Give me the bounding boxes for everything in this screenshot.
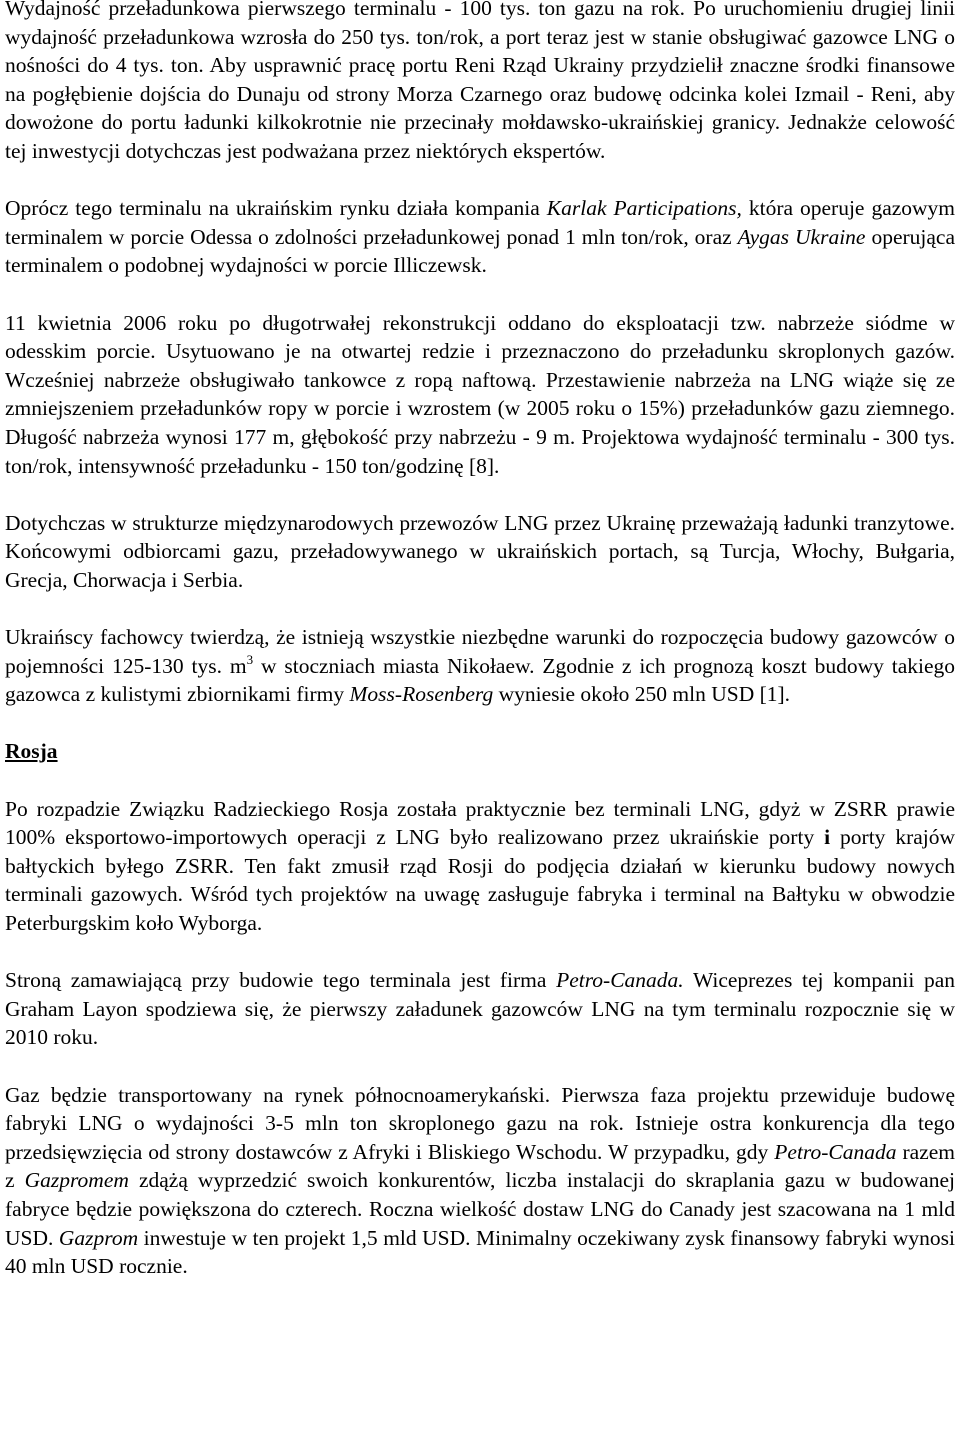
section-heading-rosja: Rosja [5, 739, 58, 764]
company-name: Aygas Ukraine [737, 224, 866, 249]
text-run: zdążą wyprzedzić swoich konkurentów, liczba instalacji do skraplania gazu w budowanej fabryce będzie powiększona do czterech. Roczna wielkość dostaw LNG do Canady jest szacowana na 1 mld USD. [5, 1168, 955, 1250]
text-run: Stroną zamawiającą przy budowie tego terminala jest firma [5, 968, 547, 993]
paragraph-petro-canada [5, 966, 955, 1052]
text-run: Ukraińscy fachowcy twierdzą, że istnieją wszystkie niezbędne warunki do rozpoczęcia budowy gazowców o pojemności 125-130 tys. m [5, 625, 955, 678]
paragraph-shipbuilding [5, 623, 955, 709]
paragraph-north-america-market [5, 1081, 955, 1281]
paragraph-russia-terminals [5, 795, 955, 938]
paragraph-reni-port: Wydajność przeładunkowa pierwszego terminalu - 100 tys. ton gazu na rok. Po uruchomieniu drugiej linii wydajność przeładunkowa wzrosła do 250 tys. ton/rok, a port teraz jest w stanie obsługiwać gazowce LNG o nośności do 4 tys. ton. Aby usprawnić pracę portu Reni Rząd Ukrainy przydzielił znaczne środki finansowe na pogłębienie dojścia do Dunaju od strony Morza Czarnego oraz budowę odcinka kolei Izmail - Reni, aby dowożone do portu ładunki kilkokrotnie nie przecinały mołdawsko-ukraińskiej granicy. Jednakże celowość tej inwestycji dotychczas jest podważana przez niektórych ekspertów. [5, 0, 955, 163]
text-run: inwestuje w ten projekt 1,5 mld USD. Minimalny oczekiwany zysk finansowy fabryki wynosi 40 mln USD rocznie. [5, 1225, 955, 1279]
paragraph-odessa-terminals [5, 194, 955, 280]
text-run: Wiceprezes tej kompanii pan Graham Layon spodziewa się, że pierwszy załadunek gazowców LNG na tym terminalu rozpocznie się w 2010 roku. [5, 968, 955, 1050]
text-run: w stoczniach miasta Nikołaew. Zgodnie z ich prognozą koszt budowy takiego gazowca z kulistymi zbiornikami firmy [5, 653, 956, 707]
paragraph-transit-cargo: Dotychczas w strukturze międzynarodowych przewozów LNG przez Ukrainę przeważają ładunki tranzytowe. Końcowymi odbiorcami gazu, przeładowywanego w ukraińskich portach, są Turcja, Włochy, Bułgaria, Grecja, Chorwacja i Serbia. [5, 510, 955, 592]
company-name: Petro-Canada [774, 1139, 897, 1164]
text-run: Gaz będzie transportowany na rynek północnoamerykański. Pierwsza faza projektu przewiduje budowę fabryki LNG o wydajności 3-5 mln ton skroplonego gazu na rok. Istnieje ostra konkurencja dla tego przedsięwzięcia od strony dostawców z Afryki i Bliskiego Wschodu. W przypadku, gdy [5, 1082, 955, 1164]
text-run: Oprócz tego terminalu na ukraińskim rynku działa kompania [5, 196, 540, 221]
text-run: porty krajów bałtyckich byłego ZSRR. Ten fakt zmusił rząd Rosji do podjęcia działań w kierunku budowy nowych terminali gazowych. Wśród tych projektów na uwagę zasługuje fabryka i terminal na Bałtyku w obwodzie Peterburgskim koło Wyborga. [5, 825, 956, 935]
paragraph-quay-seven: 11 kwietnia 2006 roku po długotrwałej rekonstrukcji oddano do eksploatacji tzw. nabrzeże siódme w odesskim porcie. Usytuowano je na otwartej redzie i przeznaczono do przeładunku skroplonych gazów. Wcześniej nabrzeże obsługiwało tankowce z ropą naftową. Przestawienie nabrzeża na LNG wiąże się ze zmniejszeniem przeładunków ropy w porcie i wzrostem (w 2005 roku o 15%) przeładunków gazu ziemnego. Długość nabrzeża wynosi 177 m, głębokość przy nabrzeżu - 9 m. Projektowa wydajność terminalu - 300 tys. ton/rok, intensywność przeładunku - 150 ton/godzinę [8]. [5, 310, 955, 478]
bold-text: i [824, 825, 831, 850]
text-run: operująca terminalem o podobnej wydajności w porcie Illiczewsk. [5, 224, 956, 278]
text-run: Po rozpadzie Związku Radzieckiego Rosja została praktycznie bez terminali LNG, gdyż w ZSRR prawie 100% eksportowo-importowych operacji z LNG było realizowano przez ukraińskie porty [5, 796, 955, 850]
text-run: wyniesie około 250 mln USD [1]. [498, 682, 791, 707]
company-name: Moss-Rosenberg [349, 682, 494, 707]
document-page [5, 0, 955, 1281]
company-name: Gazprom [58, 1225, 139, 1250]
company-name: Petro-Canada. [556, 968, 684, 993]
company-name: Karlak Participations, [546, 196, 742, 221]
text-run: która operuje gazowym terminalem w porcie Odessa o zdolności przeładunkowej ponad 1 mln ton/rok, oraz [5, 196, 956, 249]
company-name: Gazpromem [24, 1168, 129, 1193]
superscript: 3 [246, 651, 254, 667]
text-run: razem z [5, 1139, 956, 1193]
